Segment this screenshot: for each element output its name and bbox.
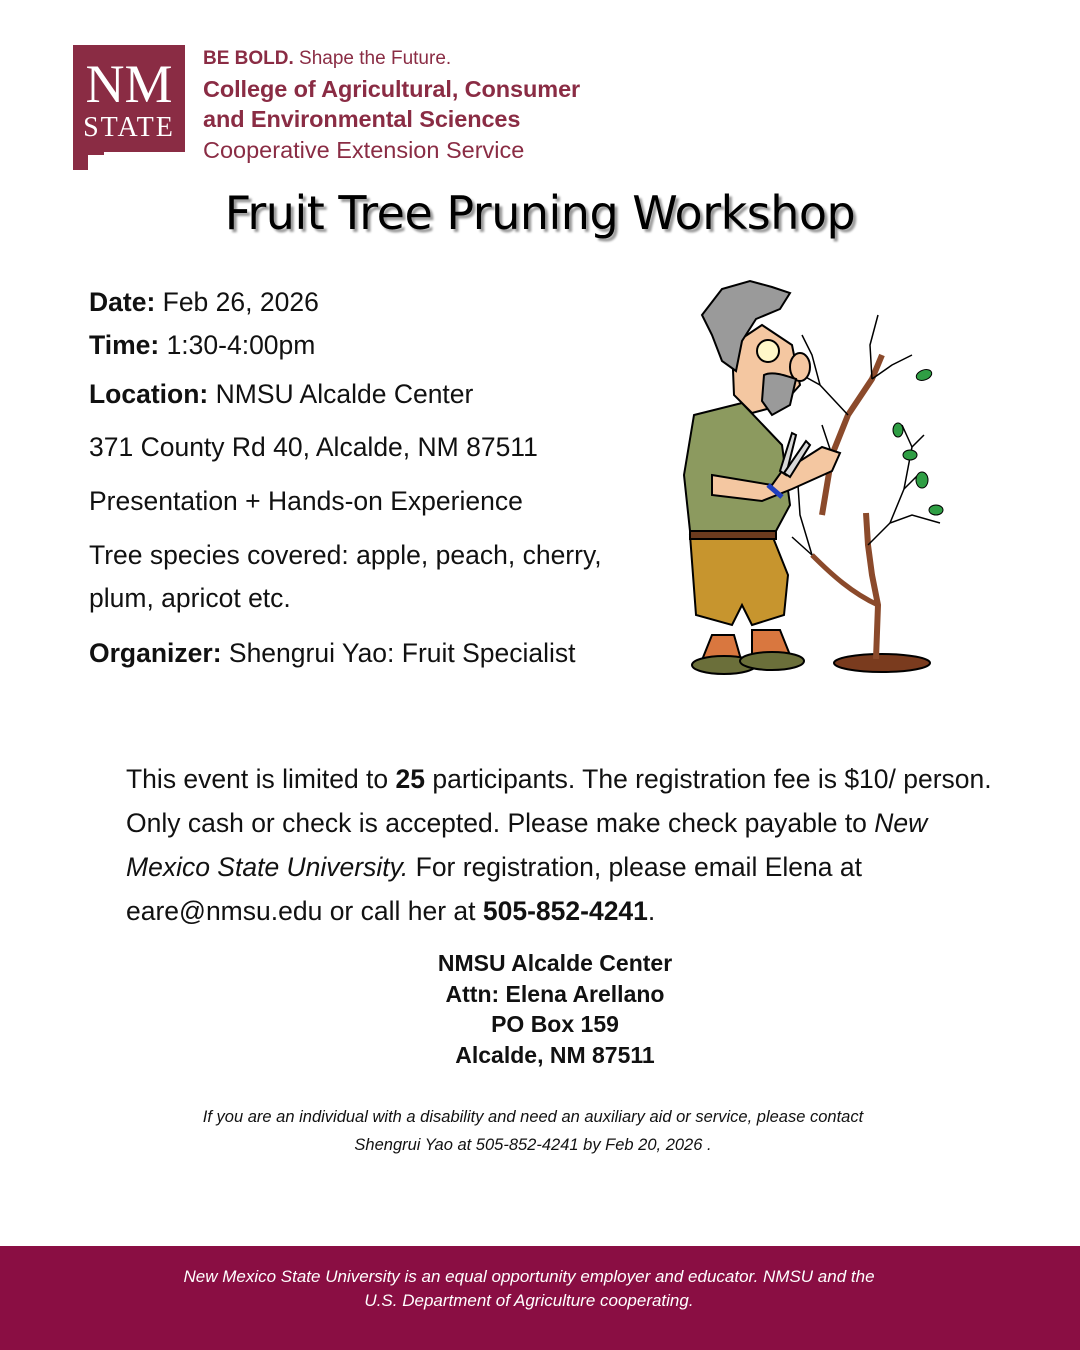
date-row xyxy=(89,287,319,318)
location-value: NMSU Alcalde Center xyxy=(208,379,474,409)
mailing-address xyxy=(0,948,1080,1070)
logo-college-line-2: and Environmental Sciences xyxy=(203,106,521,132)
organizer-row xyxy=(89,638,576,669)
accessibility-notice: If you are an individual with a disability and need an auxiliary aid or service, please contact Shengrui Yao at 505-852-4241 by Feb 20, 2026 . xyxy=(202,1108,864,1154)
date-value: Feb 26, 2026 xyxy=(155,287,319,317)
gardener-pruning-tree-illustration xyxy=(672,275,972,680)
location-row xyxy=(89,379,473,410)
species-row-2: plum, apricot etc. xyxy=(89,583,291,613)
footer-banner xyxy=(0,1246,1080,1350)
participant-limit: 25 xyxy=(395,764,426,794)
date-label: Date: xyxy=(89,287,156,317)
nmsu-logo xyxy=(72,44,652,170)
svg-text:STATE: STATE xyxy=(83,112,175,143)
mailing-address-line: Alcalde, NM 87511 xyxy=(455,1041,655,1068)
new-mexico-state-shape-icon xyxy=(72,44,186,170)
species-row-1: Tree species covered: apple, peach, cherry, xyxy=(89,540,602,570)
logo-tagline: BE BOLD. Shape the Future. xyxy=(203,48,452,69)
registration-info: This event is limited to 25 participants. The registration fee is $10/ person. Only cash or check is accepted. Please make check payable to New Mexico State University. For registration, please email Elena at eare@nmsu.edu or call her at 505-852-4241. xyxy=(126,764,992,926)
mailing-address-line: PO Box 159 xyxy=(491,1011,619,1037)
contact-phone: 505-852-4241 xyxy=(482,896,648,926)
contact-email[interactable]: eare@nmsu.edu xyxy=(126,896,323,926)
location-label: Location: xyxy=(89,379,209,409)
time-row xyxy=(89,330,315,361)
equal-opportunity-statement: New Mexico State University is an equal opportunity employer and educator. NMSU and the U.S. Department of Agriculture cooperating. xyxy=(183,1267,875,1310)
page-title: Fruit Tree Pruning Workshop xyxy=(224,186,856,240)
svg-text:NM: NM xyxy=(85,54,173,114)
time-label: Time: xyxy=(89,330,160,360)
address-row: 371 County Rd 40, Alcalde, NM 87511 xyxy=(89,432,538,462)
format-row: Presentation + Hands-on Experience xyxy=(89,486,523,516)
mailing-address-line: Attn: Elena Arellano xyxy=(445,980,665,1007)
organizer-value: Shengrui Yao: Fruit Specialist xyxy=(221,638,576,668)
mailing-address-line: NMSU Alcalde Center xyxy=(437,950,673,976)
logo-service: Cooperative Extension Service xyxy=(203,137,525,163)
logo-college-line-1: College of Agricultural, Consumer xyxy=(203,76,581,102)
time-value: 1:30-4:00pm xyxy=(159,330,316,360)
check-payee: New Mexico State University. xyxy=(126,808,928,882)
organizer-label: Organizer: xyxy=(89,638,222,668)
